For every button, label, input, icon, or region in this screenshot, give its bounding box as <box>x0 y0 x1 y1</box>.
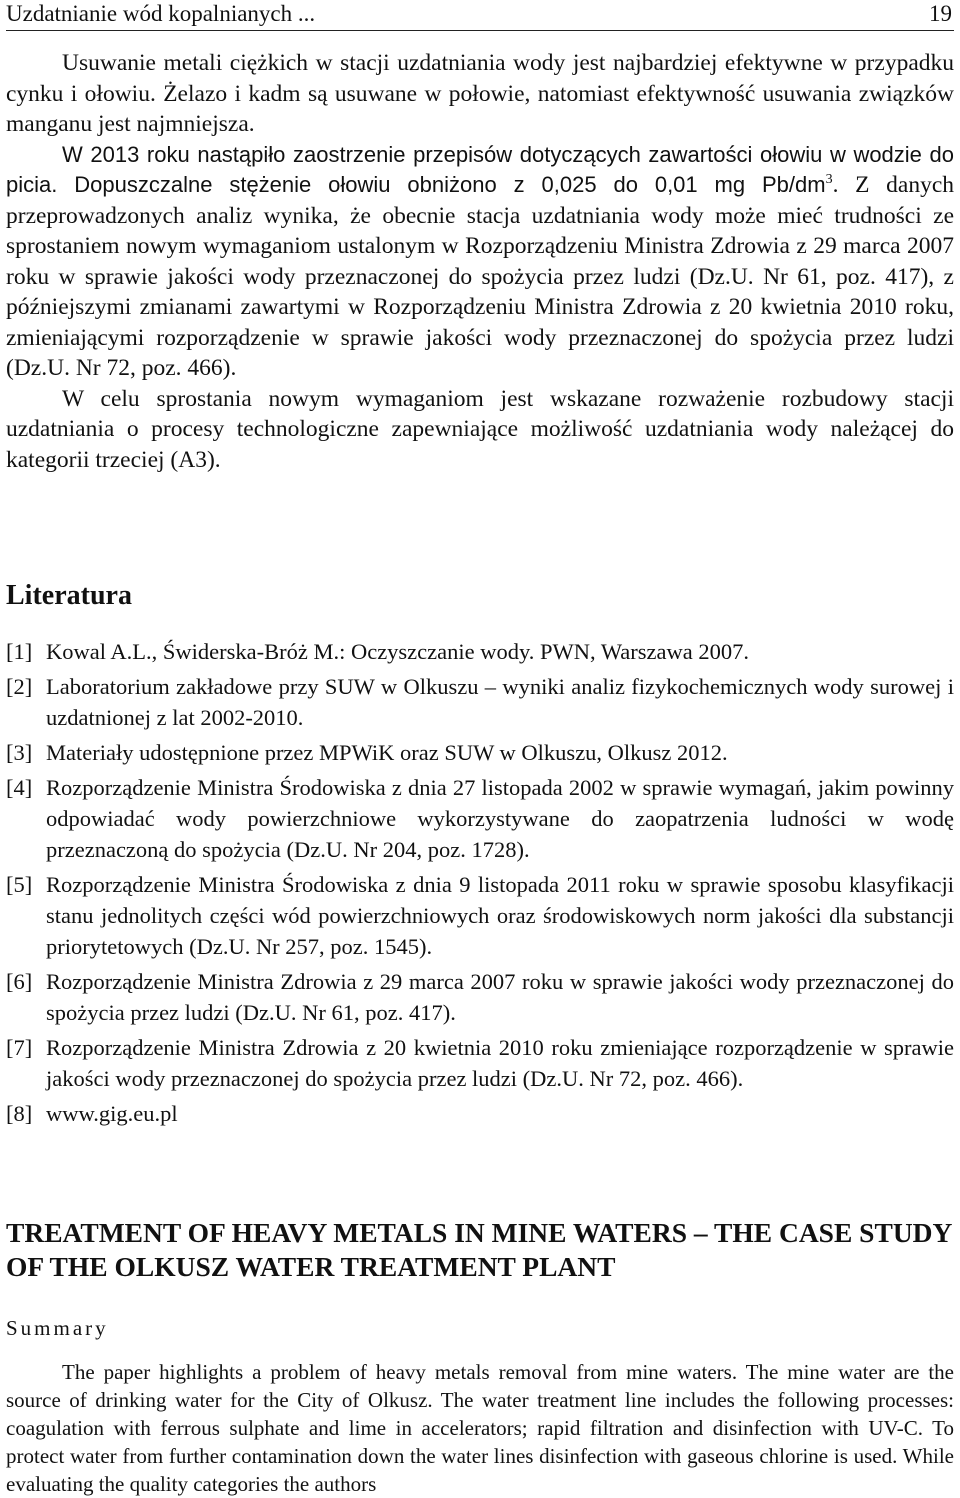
paragraph-lead-regulation-rest: . Z danych przeprowadzonych analiz wynika, że obecnie stacja uzdatniania wody może mieć trudności ze sprostaniem nowym wymaganiom ustalonym w Rozporządzeniu Ministra Zdrowia z 29 marca 2007 roku w sprawie jakości wody przeznaczonej do spożycia przez ludzi (Dz.U. Nr 61, poz. 417), z późniejszymi zmianami zawartymi w Rozporządzeniu Ministra Zdrowia z 20 kwietnia 2010 roku, zmieniającymi rozporządzenie w sprawie jakości wody przeznaczonej do spożycia przez ludzi (Dz.U. Nr 72, poz. 466). <box>6 172 954 381</box>
reference-number: [6] <box>6 969 33 994</box>
body-text <box>6 48 954 475</box>
reference-number: [7] <box>6 1035 33 1060</box>
reference-text[interactable]: www.gig.eu.pl <box>46 1101 178 1126</box>
reference-number: [1] <box>6 639 33 664</box>
reference-text: Rozporządzenie Ministra Zdrowia z 29 marca 2007 roku w sprawie jakości wody przeznaczonej do spożycia przez ludzi (Dz.U. Nr 61, poz. 417). <box>46 969 954 1025</box>
paragraph-lead-regulation <box>6 140 954 384</box>
reference-item <box>6 636 954 667</box>
reference-number: [5] <box>6 872 33 897</box>
literature-heading: Literatura <box>6 580 132 611</box>
reference-text: Rozporządzenie Ministra Zdrowia z 20 kwietnia 2010 roku zmieniające rozporządzenie w sprawie jakości wody przeznaczonej do spożycia przez ludzi (Dz.U. Nr 72, poz. 466). <box>46 1035 954 1091</box>
reference-item <box>6 671 954 733</box>
reference-number: [2] <box>6 674 33 699</box>
paragraph-heavy-metals: Usuwanie metali ciężkich w stacji uzdatniania wody jest najbardziej efektywne w przypadku cynku i ołowiu. Żelazo i kadm są usuwane w połowie, natomiast efektywność usuwania związków manganu jest najmniejsza. <box>6 50 954 137</box>
reference-text: Kowal A.L., Świderska-Bróż M.: Oczyszczanie wody. PWN, Warszawa 2007. <box>46 639 750 664</box>
reference-number: [3] <box>6 740 33 765</box>
reference-item <box>6 966 954 1028</box>
reference-text: Materiały udostępnione przez MPWiK oraz SUW w Olkuszu, Olkusz 2012. <box>46 740 728 765</box>
reference-item <box>6 1098 954 1129</box>
english-title: TREATMENT OF HEAVY METALS IN MINE WATERS – THE CASE STUDY OF THE OLKUSZ WATER TREATMENT PLANT <box>6 1217 952 1282</box>
reference-text: Rozporządzenie Ministra Środowiska z dnia 9 listopada 2011 roku w sprawie sposobu klasyfikacji stanu jednolitych części wód powierzchniowych oraz środowiskowych norm jakości dla substancji priorytetowych (Dz.U. Nr 257, poz. 1545). <box>46 872 954 959</box>
reference-text: Rozporządzenie Ministra Środowiska z dnia 27 listopada 2002 w sprawie wymagań, jakim powinny odpowiadać wody powierzchniowe wykorzystywane do zaopatrzenia ludności w wodę przeznaczoną do spożycia (Dz.U. Nr 204, poz. 1728). <box>46 775 954 862</box>
superscript-3: 3 <box>825 172 833 188</box>
summary-label: Summary <box>6 1316 109 1340</box>
reference-item <box>6 772 954 865</box>
reference-item <box>6 1032 954 1094</box>
paragraph-recommendation: W celu sprostania nowym wymaganiom jest wskazane rozważenie rozbudowy stacji uzdatniania o procesy technologiczne zapewniające możliwość uzdatniania wody należącej do kategorii trzeciej (A3). <box>6 385 954 473</box>
reference-item <box>6 737 954 768</box>
summary-text: The paper highlights a problem of heavy metals removal from mine waters. The mine water are the source of drinking water for the City of Olkusz. The water treatment line includes the following processes: coagulation with ferrous sulphate and lime in accelerators; rapid filtration and disinfection with UV-C. To protect water from further contamination down the water lines disinfection with gaseous chlorine is used. While evaluating the quality categories the authors <box>6 1360 954 1496</box>
running-header-title: Uzdatnianie wód kopalnianych ... <box>6 1 316 26</box>
reference-number: [8] <box>6 1101 33 1126</box>
reference-number: [4] <box>6 775 33 800</box>
running-header <box>6 0 954 31</box>
reference-text: Laboratorium zakładowe przy SUW w Olkuszu – wyniki analiz fizykochemicznych wody surowej i uzdatnionej z lat 2002-2010. <box>46 674 954 730</box>
reference-item <box>6 869 954 962</box>
paragraph-lead-regulation-start: W 2013 roku nastąpiło zaostrzenie przepisów dotyczących zawartości ołowiu w wodzie do picia. Dopuszczalne stężenie ołowiu obniżono z 0,025 do 0,01 mg Pb/dm <box>6 141 954 197</box>
page-number: 19 <box>929 1 952 26</box>
reference-list <box>6 636 954 1133</box>
